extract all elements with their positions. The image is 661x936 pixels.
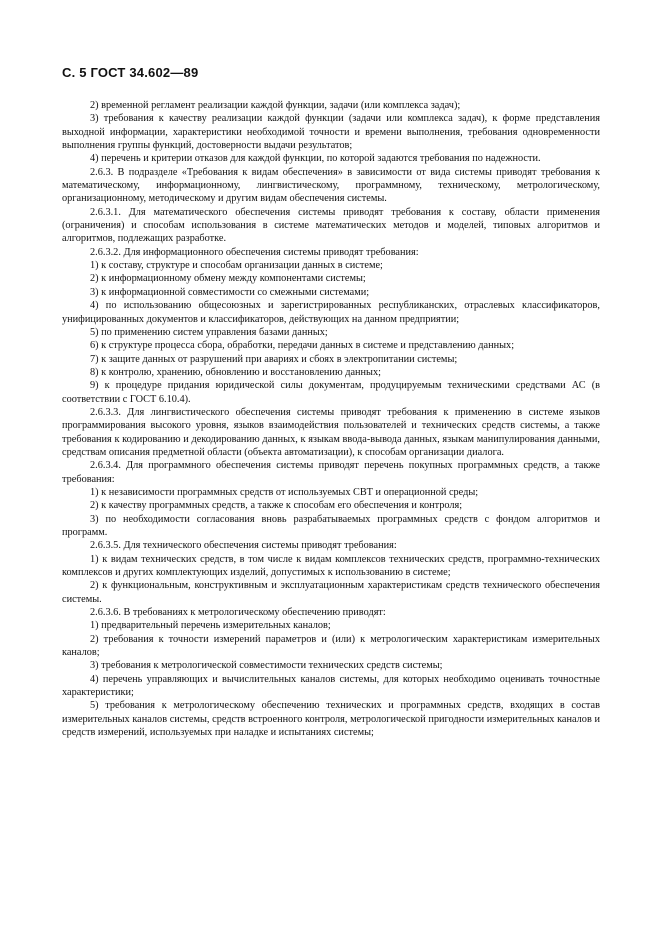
document-body [62, 99, 600, 740]
section-2-6-3-6: 2.6.3.6. В требованиях к метрологическому обеспечению приводят: [90, 607, 386, 619]
list-item: 2) к функциональным, конструктивным и эксплуатационным характеристикам средств технического обеспечения системы. [62, 580, 600, 605]
list-item: 4) по использованию общесоюзных и зарегистрированных республиканских, отраслевых классификаторов, унифицированных документов и классификаторов, действующих на данном предприятии; [62, 300, 600, 325]
list-item: 4) перечень управляющих и вычислительных каналов системы, для которых необходимо оценивать точностные характеристики; [62, 673, 600, 699]
section-2-6-3-4: 2.6.3.4. Для программного обеспечения системы приводят перечень покупных программных средств, а также требования: [62, 460, 600, 485]
list-item: 6) к структуре процесса сбора, обработки, передачи данных в системе и представлению данных; [90, 340, 515, 352]
list-item: 2) к информационному обмену между компонентами системы; [90, 273, 366, 285]
list-item: 2) к качеству программных средств, а также к способам его обеспечения и контроля; [90, 500, 463, 512]
section-2-6-3: 2.6.3. В подразделе «Требования к видам обеспечения» в зависимости от вида системы приводят требования к математическому, информационному, лингвистическому, программному, техническому, метрологическому, организационному, методическому и другим видам обеспечения системы. [62, 166, 600, 205]
list-item: 1) предварительный перечень измерительных каналов; [90, 620, 331, 632]
section-2-6-3-5: 2.6.3.5. Для технического обеспечения системы приводят требования: [90, 540, 397, 552]
page-header: С. 5 ГОСТ 34.602—89 [62, 65, 199, 80]
list-item: 1) к независимости программных средств от используемых СВТ и операционной среды; [90, 486, 479, 498]
list-item: 5) требования к метрологическому обеспечению технических и программных средств, входящих в состав измерительных каналов системы, средств встроенного контроля, метрологической пригодности измерительных каналов и средств измерений, используемых при наладке и испытаниях системы; [62, 700, 600, 739]
section-2-6-3-2: 2.6.3.2. Для информационного обеспечения системы приводят требования: [90, 246, 419, 258]
list-item: 3) требования к метрологической совместимости технических средств системы; [90, 660, 443, 672]
section-2-6-3-1: 2.6.3.1. Для математического обеспечения системы приводят требования к составу, области применения (ограничения) и способам использования в системе математических методов и моделей, типовых алгоритмов и алгоритмов, подлежащих разработке. [62, 206, 600, 245]
list-item: 1) к составу, структуре и способам организации данных в системе; [90, 260, 383, 272]
list-item: 2) требования к точности измерений параметров и (или) к метрологическим характеристикам измерительных каналов; [62, 633, 600, 659]
list-item: 3) по необходимости согласования вновь разрабатываемых программных средств с фондом алгоритмов и программ. [62, 513, 600, 538]
paragraph: 4) перечень и критерии отказов для каждой функции, по которой задаются требования по надежности. [90, 153, 541, 165]
section-2-6-3-3: 2.6.3.3. Для лингвистического обеспечения системы приводят требования к применению в системе языков программирования высокого уровня, языков взаимодействия пользователей и технических средств системы, а также требования к кодированию и декодированию данных, к языкам ввода-вывода данных, языкам манипулирования данными, средствам описания предметной области (объекта автоматизации), к способам организации диалога. [62, 406, 600, 458]
list-item: 7) к защите данных от разрушений при авариях и сбоях в электропитании системы; [90, 353, 458, 365]
list-item: 9) к процедуре придания юридической силы документам, продуцируемым техническими средствами АС (в соответствии с ГОСТ 6.10.4). [62, 380, 600, 405]
list-item: 3) к информационной совместимости со смежными системами; [90, 286, 370, 298]
paragraph: 3) требования к качеству реализации каждой функции (задачи или комплекса задач), к форме представления выходной информации, характеристики необходимой точности и времени выполнения, требования одновременности выполнения группы функций, достоверности выдачи результатов; [62, 113, 600, 152]
paragraph: 2) временной регламент реализации каждой функции, задачи (или комплекса задач); [90, 100, 461, 111]
list-item: 1) к видам технических средств, в том числе к видам комплексов технических средств, программно-технических комплексов и других комплектующих изделий, допустимых к использованию в системе; [62, 553, 600, 579]
list-item: 5) по применению систем управления базами данных; [90, 326, 328, 338]
list-item: 8) к контролю, хранению, обновлению и восстановлению данных; [90, 366, 381, 378]
